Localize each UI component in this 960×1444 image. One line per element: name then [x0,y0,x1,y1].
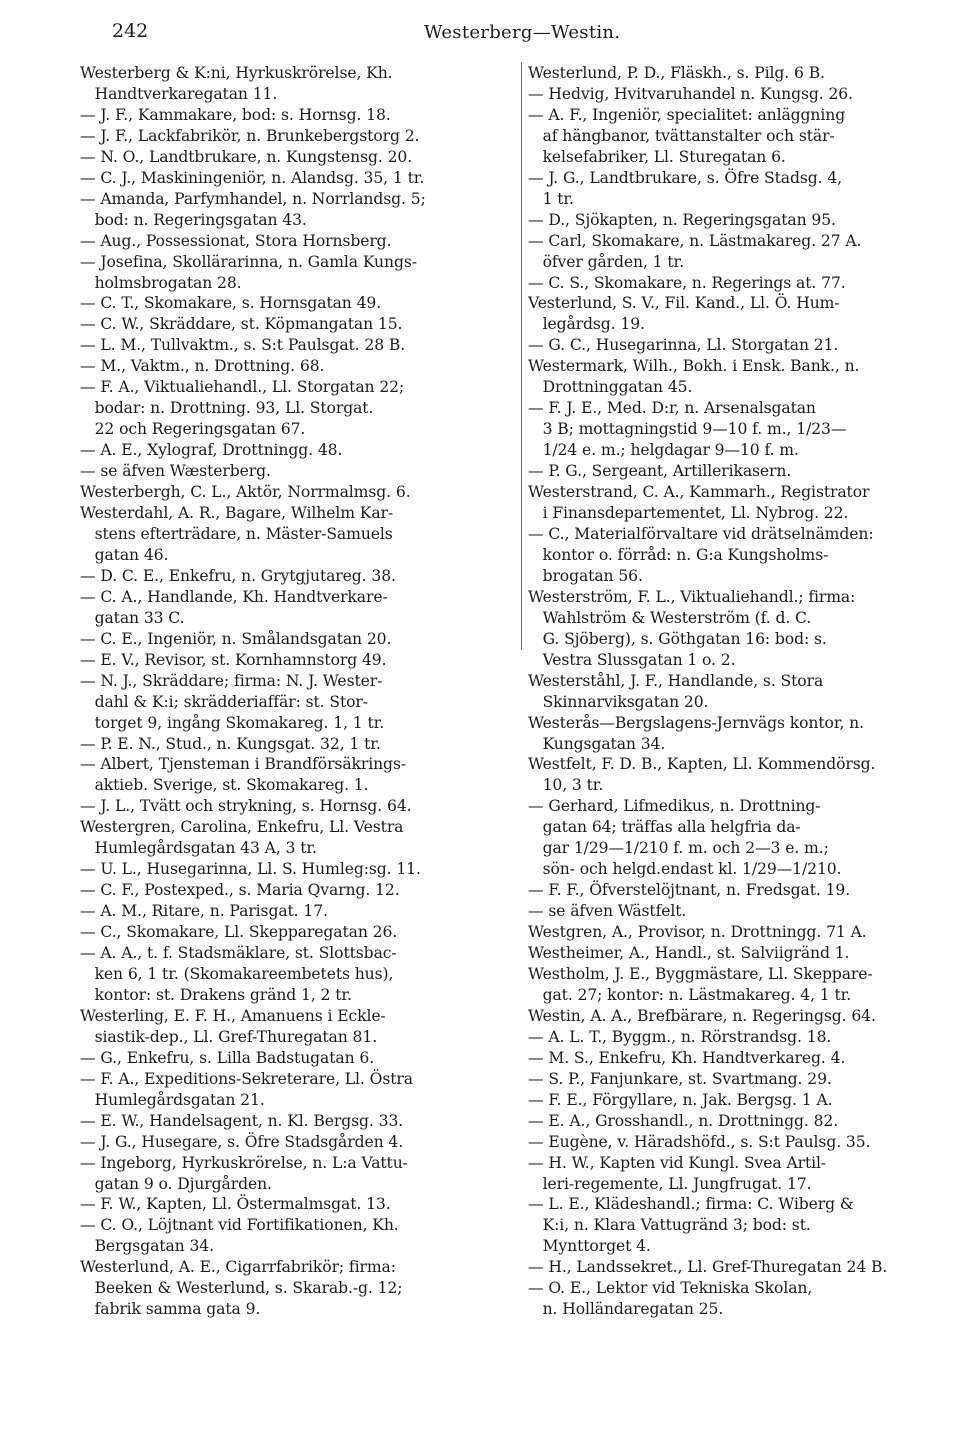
directory-entry-line: K:i, n. Klara Vattugränd 3; bod: st. [528,1216,811,1235]
directory-entry-line: Westin, A. A., Brefbärare, n. Regeringsg. 64. [528,1006,876,1025]
directory-entry-line: Westergren, Carolina, Enkefru, Ll. Vestra [80,818,404,837]
directory-entry-line: — Gerhard, Lifmedikus, n. Drottning- [528,797,821,816]
directory-entry-line: legårdsg. 19. [528,315,645,334]
directory-entry-line: — F. W., Kapten, Ll. Östermalmsgat. 13. [80,1195,391,1214]
directory-entry-line: — J. F., Lackfabrikör, n. Brunkebergstorg 2. [80,126,420,145]
directory-entry-line: Bergsgatan 34. [80,1237,214,1256]
directory-entry-line: — Eugène, v. Häradshöfd., s. S:t Paulsg. 35. [528,1132,871,1151]
directory-entry-line: Westerbergh, C. L., Aktör, Norrmalmsg. 6. [80,483,411,502]
directory-entry-line: Westerberg & K:ni, Hyrkuskrörelse, Kh. [80,64,393,82]
directory-entry-line: kontor o. förråd: n. G:a Kungsholms- [528,545,829,564]
directory-entry-line: Beeken & Westerlund, s. Skarab.-g. 12; [80,1279,403,1298]
directory-entry-line: — G. C., Husegarinna, Ll. Storgatan 21. [528,336,839,355]
directory-entry-line: gar 1/29—1/210 f. m. och 2—3 e. m.; [528,839,829,858]
directory-entry-line: — Josefina, Skollärarinna, n. Gamla Kungs- [80,252,417,271]
directory-entry-line: — L. M., Tullvaktm., s. S:t Paulsgat. 28 B. [80,336,406,355]
directory-entry-line: siastik-dep., Ll. Gref-Thuregatan 81. [80,1027,378,1046]
directory-entry-line: 1/24 e. m.; helgdagar 9—10 f. m. [528,441,799,460]
directory-entry-line: Drottninggatan 45. [528,378,693,397]
directory-entry-line: — F. E., Förgyllare, n. Jak. Bergsg. 1 A. [528,1090,833,1109]
directory-entry-line: gatan 33 C. [80,608,185,627]
directory-entry-line: — C. E., Ingeniör, n. Smålandsgatan 20. [80,629,392,648]
directory-entry-line: 1 tr. [528,189,574,208]
directory-entry-line: i Finansdepartementet, Ll. Nybrog. 22. [528,504,849,523]
directory-entry-line: — Aug., Possessionat, Stora Hornsberg. [80,231,392,250]
directory-entry-line: — C. W., Skräddare, st. Köpmangatan 15. [80,315,403,334]
column-divider [521,62,522,650]
directory-entry-line: — A. M., Ritare, n. Parisgat. 17. [80,902,328,921]
directory-entry-line: leri-regemente, Ll. Jungfrugat. 17. [528,1174,812,1193]
directory-entry-line: Humlegårdsgatan 43 A, 3 tr. [80,839,317,858]
directory-entry-line: — C. F., Postexped., s. Maria Qvarng. 12. [80,881,400,900]
directory-entry-line: — se äfven Wæsterberg. [80,462,271,481]
directory-entry-line: Westerström, F. L., Viktualiehandl.; firma: [528,587,856,606]
page-header [0,14,960,48]
directory-entry-line: gatan 46. [80,545,169,564]
directory-entry-line: — N. O., Landtbrukare, n. Kungstensg. 20. [80,147,413,166]
directory-entry-line: — Hedvig, Hvitvaruhandel n. Kungsg. 26. [528,84,853,103]
directory-entry-line: G. Sjöberg), s. Göthgatan 16: bod: s. [528,629,827,648]
directory-entry-line: kontor: st. Drakens gränd 1, 2 tr. [80,985,352,1004]
directory-entry-line: Westerdahl, A. R., Bagare, Wilhelm Kar- [80,504,394,523]
directory-entry-line: — C., Skomakare, Ll. Skepparegatan 26. [80,923,398,942]
directory-entry-line: — F. A., Viktualiehandl., Ll. Storgatan 22; [80,378,405,397]
directory-entry-line: — Carl, Skomakare, n. Lästmakareg. 27 A. [528,231,862,250]
directory-entry-line: — C. J., Maskiningeniör, n. Alandsg. 35, 1 tr. [80,168,425,187]
directory-entry-line: Vestra Slussgatan 1 o. 2. [528,650,736,669]
directory-entry-line: Westerstrand, C. A., Kammarh., Registrator [528,483,870,502]
directory-entry-line: Westgren, A., Provisor, n. Drottningg. 71 A. [528,923,867,942]
directory-entry-line: kelsefabriker, Ll. Sturegatan 6. [528,147,786,166]
running-title: Westerberg—Westin. [424,22,621,43]
page-number: 242 [112,20,149,42]
directory-entry-line: — J. G., Landtbrukare, s. Öfre Stadsg. 4, [528,168,843,187]
directory-entry-line: — F. A., Expeditions-Sekreterare, Ll. Östra [80,1069,413,1088]
directory-entry-line: 22 och Regeringsgatan 67. [80,420,306,439]
directory-entry-line: — C. O., Löjtnant vid Fortifikationen, Kh. [80,1216,399,1235]
directory-entry-line: Westholm, J. E., Byggmästare, Ll. Skeppare- [528,964,873,983]
directory-entry-line: dahl & K:i; skrädderiaffär: st. Stor- [80,692,368,711]
directory-entry-line: — E. A., Grosshandl., n. Drottningg. 82. [528,1111,839,1130]
directory-entry-line: holmsbrogatan 28. [80,273,242,292]
directory-entry-line: — C. A., Handlande, Kh. Handtverkare- [80,587,388,606]
directory-entry-line: Westerlund, A. E., Cigarrfabrikör; firma: [80,1258,396,1277]
directory-entry-line: — G., Enkefru, s. Lilla Badstugatan 6. [80,1048,375,1067]
directory-entry-line: — P. G., Sergeant, Artillerikasern. [528,462,792,481]
left-column [80,63,520,1320]
directory-entry-line: Westermark, Wilh., Bokh. i Ensk. Bank., n. [528,357,860,376]
directory-entry-line: — E. V., Revisor, st. Kornhamnstorg 49. [80,650,387,669]
directory-entry-line: gatan 9 o. Djurgården. [80,1174,272,1193]
directory-entry-line: — L. E., Klädeshandl.; firma: C. Wiberg & [528,1195,854,1214]
directory-entry-line: Mynttorget 4. [528,1237,651,1256]
directory-entry-line: Humlegårdsgatan 21. [80,1090,265,1109]
directory-entry-line: — C. S., Skomakare, n. Regerings at. 77. [528,273,846,292]
directory-entry-line: fabrik samma gata 9. [80,1300,261,1319]
directory-entry-line: — J. L., Tvätt och strykning, s. Hornsg. 64. [80,797,412,816]
directory-entry-line: Vesterlund, S. V., Fil. Kand., Ll. Ö. Hum- [528,294,840,313]
directory-entry-line: — A. A., t. f. Stadsmäklare, st. Slottsbac- [80,944,397,963]
directory-entry-line: — Ingeborg, Hyrkuskrörelse, n. L:a Vattu- [80,1153,408,1172]
directory-entry-line: Westheimer, A., Handl., st. Salviigränd 1. [528,944,850,963]
directory-entry-line: af hängbanor, tvättanstalter och stär- [528,126,835,145]
directory-entry-line: — M. S., Enkefru, Kh. Handtverkareg. 4. [528,1048,846,1067]
directory-entry-line: brogatan 56. [528,566,643,585]
directory-entry-line: — N. J., Skräddare; firma: N. J. Wester- [80,671,383,690]
directory-entry-line: Westerlund, P. D., Fläskh., s. Pilg. 6 B. [528,64,825,82]
directory-entry-line: aktieb. Sverige, st. Skomakareg. 1. [80,776,369,795]
directory-entry-line: Wahlström & Westerström (f. d. C. [528,608,812,627]
directory-entry-line: — H., Landssekret., Ll. Gref-Thuregatan 24 B. [528,1258,888,1277]
directory-entry-line: — Albert, Tjensteman i Brandförsäkrings- [80,755,407,774]
directory-entry-line: — A. L. T., Byggm., n. Rörstrandsg. 18. [528,1027,832,1046]
directory-entry-line: — E. W., Handelsagent, n. Kl. Bergsg. 33. [80,1111,404,1130]
directory-entry-line: — se äfven Wästfelt. [528,902,687,921]
directory-entry-line: — A. E., Xylograf, Drottningg. 48. [80,441,343,460]
directory-entry-line: Westfelt, F. D. B., Kapten, Ll. Kommendörsg. [528,755,876,774]
directory-entry-line: torget 9, ingång Skomakareg. 1, 1 tr. [80,713,385,732]
directory-entry-line: sön- och helgd.endast kl. 1/29—1/210. [528,860,842,879]
directory-entry-line: — H. W., Kapten vid Kungl. Svea Artil- [528,1153,827,1172]
directory-entry-line: — D. C. E., Enkefru, n. Grytgjutareg. 38. [80,566,396,585]
directory-entry-line: Westerståhl, J. F., Handlande, s. Stora [528,671,824,690]
directory-entry-line: — F. J. E., Med. D:r, n. Arsenalsgatan [528,399,816,418]
directory-entry-line: gatan 64; träffas alla helgfria da- [528,818,801,837]
directory-entry-line: Skinnarviksgatan 20. [528,692,709,711]
directory-entry-line: Westerås—Bergslagens-Jernvägs kontor, n. [528,713,864,732]
directory-entry-line: bod: n. Regeringsgatan 43. [80,210,307,229]
directory-entry-line: — S. P., Fanjunkare, st. Svartmang. 29. [528,1069,832,1088]
directory-entry-line: Handtverkaregatan 11. [80,84,278,103]
directory-entry-line: ken 6, 1 tr. (Skomakareembetets hus), [80,964,394,983]
directory-entry-line: n. Holländaregatan 25. [528,1300,724,1319]
directory-entry-line: — J. G., Husegare, s. Öfre Stadsgården 4. [80,1132,404,1151]
directory-entry-line: — J. F., Kammakare, bod: s. Hornsg. 18. [80,105,391,124]
directory-entry-line: — Amanda, Parfymhandel, n. Norrlandsg. 5; [80,189,426,208]
directory-entry-line: 10, 3 tr. [528,776,604,795]
directory-entry-line: — D., Sjökapten, n. Regeringsgatan 95. [528,210,836,229]
directory-entry-line: gat. 27; kontor: n. Lästmakareg. 4, 1 tr. [528,985,852,1004]
directory-entry-line: — C. T., Skomakare, s. Hornsgatan 49. [80,294,382,313]
directory-entry-line: — C., Materialförvaltare vid drätselnämden: [528,524,874,543]
directory-entry-line: — P. E. N., Stud., n. Kungsgat. 32, 1 tr. [80,734,381,753]
directory-entry-line: — U. L., Husegarinna, Ll. S. Humleg:sg. 11. [80,860,421,879]
directory-entry-line: 3 B; mottagningstid 9—10 f. m., 1/23— [528,420,847,439]
directory-entry-line: — M., Vaktm., n. Drottning. 68. [80,357,325,376]
directory-entry-line: Westerling, E. F. H., Amanuens i Eckle- [80,1006,386,1025]
directory-entry-line: — A. F., Ingeniör, specialitet: anläggning [528,105,846,124]
directory-entry-line: — F. F., Öfverstelöjtnant, n. Fredsgat. 19. [528,881,851,900]
directory-entry-line: öfver gården, 1 tr. [528,252,685,271]
right-column [528,63,956,1320]
directory-entry-line: Kungsgatan 34. [528,734,666,753]
directory-entry-line: bodar: n. Drottning. 93, Ll. Storgat. [80,399,374,418]
directory-entry-line: stens efterträdare, n. Mäster-Samuels [80,524,393,543]
directory-entry-line: — O. E., Lektor vid Tekniska Skolan, [528,1279,813,1298]
